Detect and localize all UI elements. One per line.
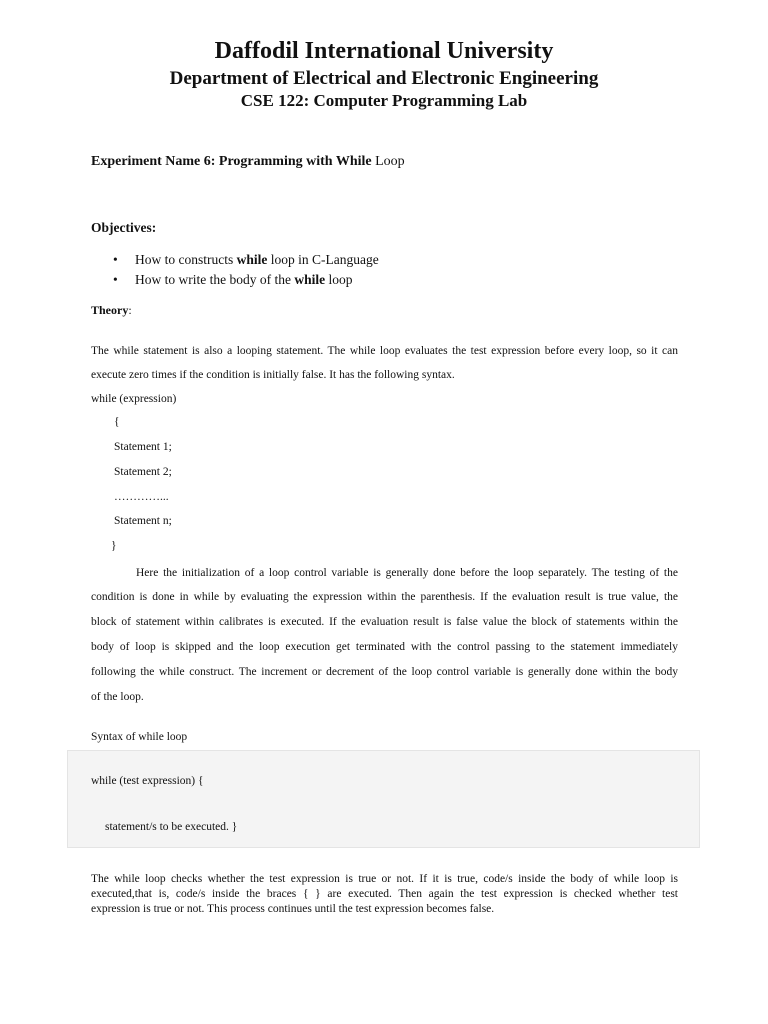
syntax-close-brace: }: [111, 540, 117, 552]
bullet-icon: •: [113, 272, 118, 287]
syntax-while-line: while (expression): [91, 393, 177, 405]
bullet-icon: •: [113, 252, 118, 267]
experiment-name-suffix: Loop: [371, 154, 405, 169]
objective-text-pre: How to write the body of the: [135, 272, 295, 287]
experiment-name-bold: Experiment Name 6: Programming with While: [91, 154, 372, 169]
theory-paragraph-line: block of statement within calibrates is executed. If the evaluation result is false value the block of statements within the: [91, 616, 678, 628]
objective-text-pre: How to constructs: [135, 252, 237, 267]
experiment-name: [91, 154, 405, 170]
course-title: CSE 122: Computer Programming Lab: [240, 91, 528, 110]
objective-text-post: loop: [325, 272, 353, 287]
closing-line: executed,that is, code/s inside the braces { } are executed. Then again the test expression is checked whether test: [91, 888, 678, 900]
code-line: statement/s to be executed. }: [105, 821, 238, 833]
syntax-statement-n: Statement n;: [114, 515, 172, 527]
objective-item: [113, 272, 353, 288]
theory-paragraph-line: of the loop.: [91, 691, 144, 703]
code-line: while (test expression) {: [91, 775, 204, 787]
syntax-ellipsis: …………...: [114, 491, 169, 503]
syntax-open-brace: {: [114, 416, 120, 428]
objectives-heading: Objectives:: [91, 220, 157, 235]
closing-line: The while loop checks whether the test expression is true or not. If it is true, code/s inside the body of while loop is: [91, 873, 678, 885]
closing-line: expression is true or not. This process continues until the test expression becomes false.: [91, 903, 495, 915]
university-title: Daffodil International University: [214, 38, 554, 64]
theory-heading: [91, 303, 132, 318]
theory-heading-bold: Theory: [91, 303, 129, 317]
syntax-label: Syntax of while loop: [91, 731, 188, 743]
syntax-statement-2: Statement 2;: [114, 466, 172, 478]
theory-paragraph-line: condition is done in while by evaluating the expression within the parenthesis. If the evaluation result is true value, the: [91, 591, 678, 603]
syntax-statement-1: Statement 1;: [114, 441, 172, 453]
objective-text-bold: while: [294, 272, 326, 287]
theory-intro-line: The while statement is also a looping statement. The while loop evaluates the test expression before every loop, so it can: [91, 345, 678, 357]
objective-text-post: loop in C-Language: [267, 252, 379, 267]
objective-item: [113, 252, 379, 268]
department-title: Department of Electrical and Electronic Engineering: [169, 68, 599, 89]
theory-heading-colon: :: [128, 303, 132, 317]
theory-paragraph-line: body of loop is skipped and the loop execution get terminated with the control passing to the statement immediately: [91, 641, 678, 653]
theory-paragraph-line: Here the initialization of a loop control variable is generally done before the loop separately. The testing of the: [136, 567, 678, 579]
objective-text-bold: while: [236, 252, 268, 267]
theory-paragraph-line: following the while construct. The increment or decrement of the loop control variable is generally done within the body: [91, 666, 678, 678]
theory-intro-line: execute zero times if the condition is initially false. It has the following syntax.: [91, 369, 455, 381]
